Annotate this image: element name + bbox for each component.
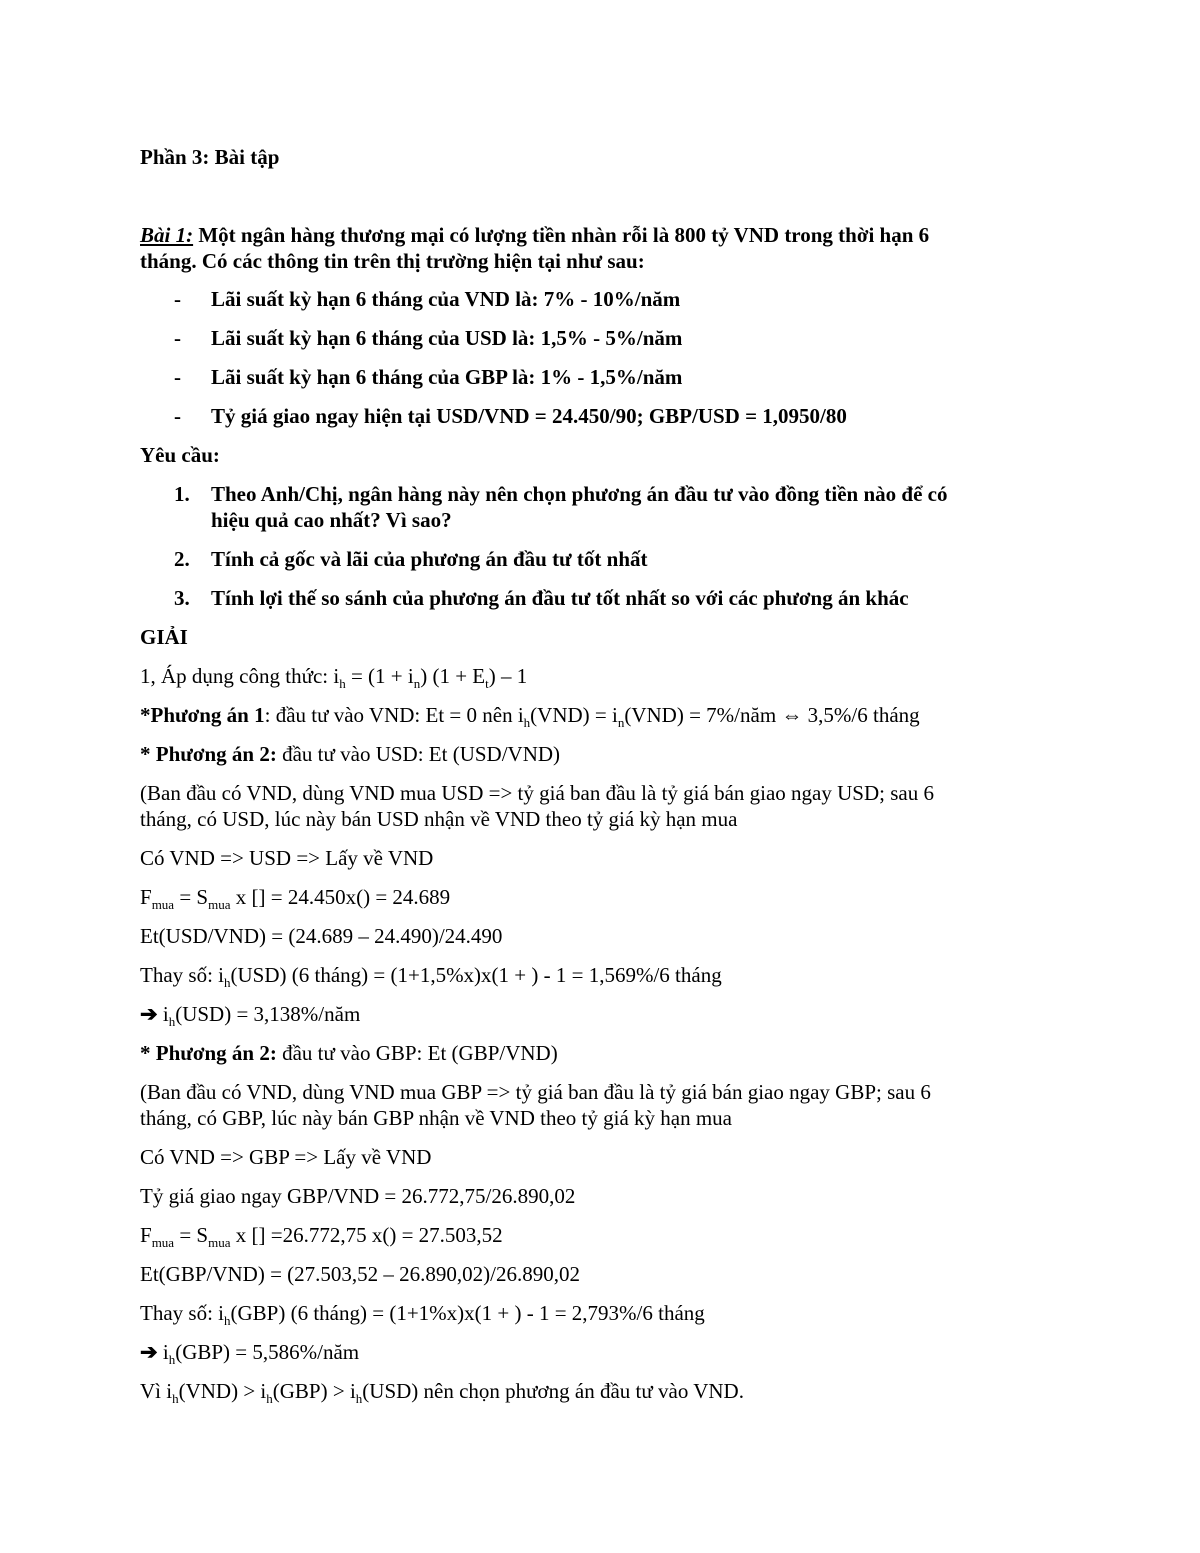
gbp-substitution: Thay số: $i_h(GBP)$ (6 tháng) = (1+1%x)x(1 + ) - 1 = 2,793%/6 tháng [140,1301,705,1329]
requirement-number: 3. [174,586,190,610]
arrow-icon: ➔ [140,1340,158,1364]
option-3-heading: * Phương án 2: đầu tư vào GBP: Et (GBP/VND) [140,1041,558,1065]
usd-flow: Có VND => USD => Lấy về VND [140,846,434,870]
requirement-text: Theo Anh/Chị, ngân hàng này nên chọn phương án đầu tư vào đồng tiền nào để có [211,482,948,506]
requirement-number: 1. [174,482,190,506]
gbp-et: Et(GBP/VND) = (27.503,52 – 26.890,02)/26.890,02 [140,1262,580,1286]
usd-result: ➔ $i_h(USD)$ = 3,138%/năm [140,1002,361,1030]
info-bullet: Lãi suất kỳ hạn 6 tháng của USD là: 1,5% - 5%/năm [211,326,683,350]
bullet-mark: - [174,287,181,311]
usd-note-line-2: tháng, có USD, lúc này bán USD nhận về VND theo tỷ giá kỳ hạn mua [140,807,738,831]
gbp-note-line-2: tháng, có GBP, lúc này bán GBP nhận về VND theo tỷ giá kỳ hạn mua [140,1106,732,1130]
arrow-icon: ➔ [140,1002,158,1026]
formula-line: 1, Áp dụng công thức: $i_h = (1 + i_n) (1 + E_t) - 1$ [140,664,528,692]
requirement-number: 2. [174,547,190,571]
bullet-mark: - [174,326,181,350]
usd-et: Et(USD/VND) = (24.689 – 24.490)/24.490 [140,924,503,948]
info-bullet: Lãi suất kỳ hạn 6 tháng của GBP là: 1% - 1,5%/năm [211,365,683,389]
gbp-forward-rate: $F_{mua} = S_{mua}$ x [] =26.772,75 x() = 27.503,52 [140,1223,503,1251]
requirement-text-cont: hiệu quả cao nhất? Vì sao? [211,508,452,532]
usd-note-line-1: (Ban đầu có VND, dùng VND mua USD => tỷ giá ban đầu là tỷ giá bán giao ngay USD; sau 6 [140,781,934,805]
option-2-heading: * Phương án 2: đầu tư vào USD: Et (USD/VND) [140,742,561,766]
exercise-intro-line-2: tháng. Có các thông tin trên thị trường hiện tại như sau: [140,249,645,273]
requirements-label: Yêu cầu: [140,443,220,467]
requirement-text: Tính lợi thế so sánh của phương án đầu tư tốt nhất so với các phương án khác [211,586,909,610]
info-bullet: Lãi suất kỳ hạn 6 tháng của VND là: 7% - 10%/năm [211,287,681,311]
exercise-intro-line-1 [140,222,929,248]
bullet-mark: - [174,404,181,428]
bullet-mark: - [174,365,181,389]
exercise-intro-text: Một ngân hàng thương mại có lượng tiền nhàn rỗi là 800 tỷ VND trong thời hạn 6 [193,223,930,247]
gbp-result: ➔ $i_h(GBP)$ = 5,586%/năm [140,1340,360,1368]
exercise-label: Bài 1: [140,223,194,247]
gbp-flow: Có VND => GBP => Lấy về VND [140,1145,432,1169]
gbp-spot-rate: Tỷ giá giao ngay GBP/VND = 26.772,75/26.890,02 [140,1184,576,1208]
gbp-note-line-1: (Ban đầu có VND, dùng VND mua GBP => tỷ giá ban đầu là tỷ giá bán giao ngay GBP; sau 6 [140,1080,931,1104]
usd-substitution: Thay số: $i_h(USD)$ (6 tháng) = (1+1,5%x)x(1 + ) - 1 = 1,569%/6 tháng [140,963,722,991]
conclusion: Vì $i_h(VND) > i_h(GBP) > i_h(USD)$ nên chọn phương án đầu tư vào VND. [140,1379,744,1407]
solution-heading: GIẢI [140,625,188,649]
usd-forward-rate: $F_{mua} = S_{mua}$ x [] = 24.450x() = 24.689 [140,885,451,913]
info-bullet: Tỷ giá giao ngay hiện tại USD/VND = 24.450/90; GBP/USD = 1,0950/80 [211,404,847,428]
section-title: Phần 3: Bài tập [140,145,280,169]
requirement-text: Tính cả gốc và lãi của phương án đầu tư tốt nhất [211,547,648,571]
option-1-line: *Phương án 1: đầu tư vào VND: Et = 0 nên $i_h(VND) = i_n(VND)$ = 7%/năm ⇔ 3,5%/6 tháng [140,703,920,731]
